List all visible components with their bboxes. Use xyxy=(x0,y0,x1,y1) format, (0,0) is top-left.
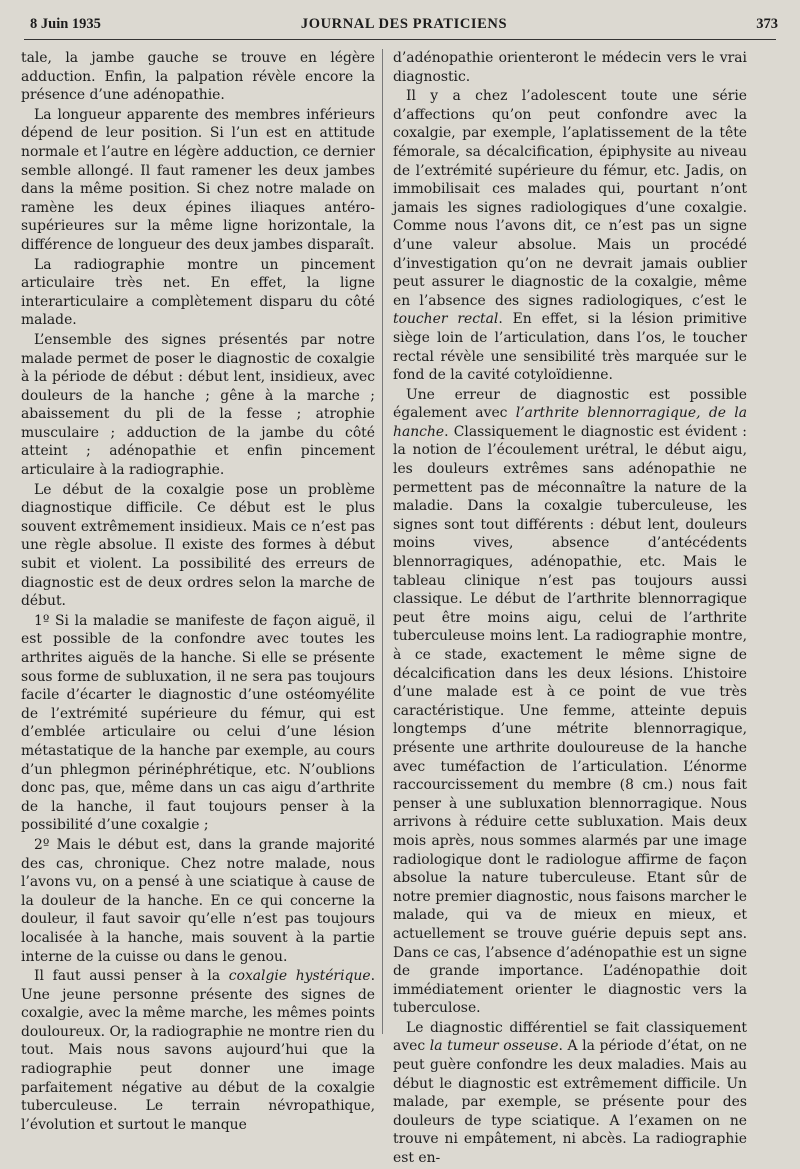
italic-term: toucher rectal xyxy=(393,311,499,328)
paragraph: d’adénopathie orienteront le médecin vers le vrai diagnostic. xyxy=(393,50,747,85)
paragraph: tale, la jambe gauche se trouve en légère adduction. Enfin, la palpation révèle encore la présence d’une adénopathie. xyxy=(21,50,375,104)
paragraph: Une erreur de diagnostic est possible également avec l’arthrite blennorragique, de la hanche. Classiquement le diagnostic est évident : la notion de l’écoulement urétral, le début aigu, les douleurs extrêmes sans adénopathie ne permettent pas de méconnaître la nature de la maladie. Dans la coxalgie tuberculeuse, les signes sont tout différents : début lent, douleurs moins vives, absence d’antécédents blennorragiques, adénopathie, etc. Mais le tableau clinique n’est pas toujours aussi classique. Le début de l’arthrite blennorragique peut être moins aigu, celui de l’arthrite tuberculeuse moins lent. La radiographie montre, à ce stade, exactement le même signe de décalcification dans les deux lésions. L’histoire d’une malade est à ce point de vue très caractéristique. Une femme, atteinte depuis longtemps d’une métrite blennorragique, présente une arthrite douloureuse de la hanche avec tuméfaction de l’articulation. L’énorme raccourcissement du membre (8 cm.) nous fait penser à une subluxation blennorragique. Nous arrivons à réduire cette subluxation. Mais deux mois après, nous sommes alarmés par une image radiologique dont le radiologue affirme de façon absolue la nature tuberculeuse. Etant sûr de notre premier diagnostic, nous faisons marcher le malade, qui va de mieux en mieux, et actuellement se trouve guérie depuis sept ans. Dans ce cas, l’absence d’adénopathie est un signe de grande importance. L’adénopathie doit immédiatement orienter le diagnostic vers la tuberculose. xyxy=(393,386,747,1017)
paragraph: 2º Mais le début est, dans la grande majorité des cas, chronique. Chez notre malade, nous l’avons vu, on a pensé à une sciatique à cause de la douleur de la hanche. En ce qui concerne la douleur, il faut savoir qu’elle n’est pas toujours localisée à la hanche, mais souvent à la partie interne de la cuisse ou dans le genou. xyxy=(21,836,375,965)
paragraph: Le diagnostic différentiel se fait classiquement avec la tumeur osseuse. A la période d’état, on ne peut guère confondre les deux maladies. Mais au début le diagnostic est extrêmement difficile. Un malade, par exemple, se présente pour des douleurs de type sciatique. A l’examen on ne trouve ni empâtement, ni abcès. La radiographie est en- xyxy=(393,1019,748,1167)
paragraph: La radiographie montre un pincement articulaire très net. En effet, la ligne interarticulaire a complètement disparu du côté malade. xyxy=(21,256,375,329)
issue-date: 8 Juin 1935 xyxy=(30,16,101,32)
left-column xyxy=(21,49,375,1135)
italic-term: la tumeur osseuse xyxy=(429,1038,559,1055)
paragraph: Il y a chez l’adolescent toute une série d’affections qu’on peut confondre avec la coxalgie, par exemple, l’aplatissement de la tête fémorale, sa décalcification, épiphysite au niveau de l’extrémité supérieure du fémur, etc. Jadis, on immobilisait ces malades qui, pourtant n’ont jamais les signes radiologiques d’une coxalgie. Comme nous l’avons dit, ce n’est pas un signe d’une valeur absolue. Mais un procédé d’investigation qu’on ne devrait jamais oublier peut assurer le diagnostic de la coxalgie, même en l’absence des signes radiologiques, c’est le toucher rectal. En effet, si la lésion primitive siège loin de l’articulation, dans l’os, le toucher rectal révèle une sensibilité très marquée sur le fond de la cavité cotyloïdienne. xyxy=(393,88,748,384)
paragraph: Le début de la coxalgie pose un problème diagnostique difficile. Ce début est le plus souvent extrêmement insidieux. Mais ce n’est pas une règle absolue. Il existe des formes à début subit et violent. La possibilité des erreurs de diagnostic est de deux ordres selon la marche de début. xyxy=(21,481,375,610)
header-rule xyxy=(24,39,776,40)
italic-term: l’arthrite blennorragique, de la hanche xyxy=(393,405,747,440)
italic-term: coxalgie hystérique xyxy=(228,968,371,985)
journal-title: JOURNAL DES PRATICIENS xyxy=(300,16,508,32)
page-header xyxy=(30,12,778,38)
paragraph: L’ensemble des signes présentés par notre malade permet de poser le diagnostic de coxalgie à la période de début : début lent, insidieux, avec douleurs de la hanche ; gêne à la marche ; abaissement du pli de la fesse ; atrophie musculaire ; adduction de la jambe du côté atteint ; adénopathie et enfin pincement articulaire à la radiographie. xyxy=(21,331,375,479)
paragraph: Il faut aussi penser à la coxalgie hystérique. Une jeune personne présente des signes de coxalgie, avec la même marche, les mêmes points douloureux. Or, la radiographie ne montre rien du tout. Mais nous savons aujourd’hui que la radiographie peut donner une image parfaitement négative au début de la coxalgie tuberculeuse. Le terrain névropathique, l’évolution et surtout le manque xyxy=(21,968,375,1133)
column-divider xyxy=(382,49,383,1034)
page-number: 373 xyxy=(756,16,778,32)
right-column xyxy=(393,49,747,1169)
paragraph: 1º Si la maladie se manifeste de façon aiguë, il est possible de la confondre avec toutes les arthrites aiguës de la hanche. Si elle se présente sous forme de subluxation, il ne sera pas toujours facile d’écarter le diagnostic d’une ostéomyélite de l’extrémité supérieure du fémur, qui est d’emblée articulaire ou celui d’une lésion métastatique de la hanche par exemple, au cours d’un phlegmon périnéphrétique, etc. N’oublions donc pas, que, même dans un cas aigu d’arthrite de la hanche, il faut toujours penser à la possibilité d’une coxalgie ; xyxy=(21,612,375,834)
paragraph: La longueur apparente des membres inférieurs dépend de leur position. Si l’un est en attitude normale et l’autre en légère adduction, ce dernier semble allongé. Il faut ramener les deux jambes dans la même position. Si chez notre malade on ramène les deux épines iliaques antéro-supérieures sur la même ligne horizontale, la différence de longueur des deux jambes disparaît. xyxy=(21,106,375,253)
